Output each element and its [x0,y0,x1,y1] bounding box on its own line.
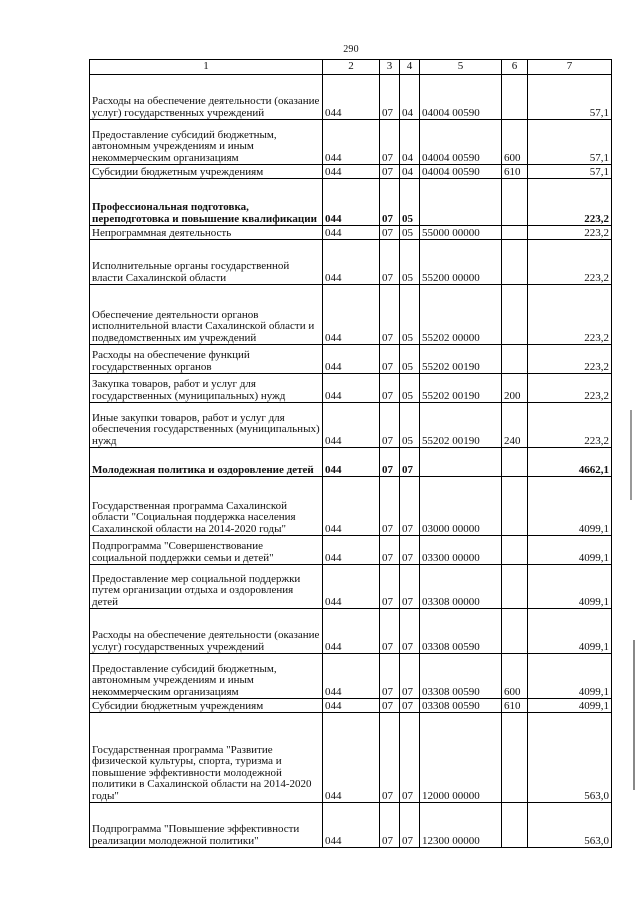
row-amount: 223,2 [528,226,612,240]
row-code-subsection: 07 [400,699,420,713]
row-code-expense-type [502,75,528,120]
row-code-target: 03308 00000 [420,565,502,609]
row-amount: 223,2 [528,403,612,448]
row-code-section: 07 [380,448,400,477]
column-header-6: 6 [502,60,528,75]
row-code-ministry: 044 [323,448,380,477]
row-code-target: 55000 00000 [420,226,502,240]
row-amount: 4099,1 [528,565,612,609]
row-code-subsection: 07 [400,565,420,609]
table-row [90,803,612,848]
table-row [90,654,612,699]
row-amount: 57,1 [528,165,612,179]
row-code-ministry: 044 [323,536,380,565]
row-name: Государственная программа "Развитие физической культуры, спорта, туризма и повышение эффективности молодежной политики в Сахалинской области на 2014-2020 годы" [90,713,323,803]
column-header-2: 2 [323,60,380,75]
row-code-subsection: 07 [400,654,420,699]
row-code-target: 03000 00000 [420,477,502,536]
row-code-expense-type: 610 [502,699,528,713]
row-amount: 563,0 [528,803,612,848]
table-row [90,165,612,179]
row-code-section: 07 [380,345,400,374]
row-code-section: 07 [380,609,400,654]
table-row [90,699,612,713]
row-code-section: 07 [380,75,400,120]
row-name: Расходы на обеспечение деятельности (оказание услуг) государственных учреждений [90,609,323,654]
row-name: Непрограммная деятельность [90,226,323,240]
row-code-ministry: 044 [323,75,380,120]
row-code-ministry: 044 [323,374,380,403]
table-header-row [90,60,612,75]
row-code-target: 55202 00190 [420,403,502,448]
row-name: Иные закупки товаров, работ и услуг для обеспечения государственных (муниципальных) нужд [90,403,323,448]
table-row [90,713,612,803]
row-code-ministry: 044 [323,654,380,699]
row-name: Молодежная политика и оздоровление детей [90,448,323,477]
row-amount: 4662,1 [528,448,612,477]
row-amount: 563,0 [528,713,612,803]
row-amount: 4099,1 [528,609,612,654]
row-amount: 4099,1 [528,536,612,565]
row-code-subsection: 07 [400,713,420,803]
row-name: Профессиональная подготовка, переподготовка и повышение квалификации [90,179,323,226]
row-code-subsection: 05 [400,403,420,448]
row-code-ministry: 044 [323,120,380,165]
row-code-ministry: 044 [323,803,380,848]
row-name: Подпрограмма "Повышение эффективности реализации молодежной политики" [90,803,323,848]
table-row [90,240,612,285]
row-name: Предоставление субсидий бюджетным, автономным учреждениям и иным некоммерческим организациям [90,120,323,165]
row-code-section: 07 [380,565,400,609]
row-code-expense-type [502,240,528,285]
row-code-expense-type: 600 [502,654,528,699]
row-name: Субсидии бюджетным учреждениям [90,165,323,179]
row-code-subsection: 07 [400,448,420,477]
column-header-7: 7 [528,60,612,75]
row-amount: 223,2 [528,374,612,403]
table-row [90,477,612,536]
row-amount: 223,2 [528,345,612,374]
row-code-ministry: 044 [323,285,380,345]
row-code-subsection: 05 [400,345,420,374]
row-code-section: 07 [380,120,400,165]
row-name: Государственная программа Сахалинской области "Социальная поддержка населения Сахалинской области на 2014-2020 годы" [90,477,323,536]
row-code-section: 07 [380,477,400,536]
row-amount: 57,1 [528,120,612,165]
row-code-section: 07 [380,654,400,699]
row-code-subsection: 04 [400,120,420,165]
row-code-target: 04004 00590 [420,165,502,179]
row-name: Исполнительные органы государственной власти Сахалинской области [90,240,323,285]
row-name: Обеспечение деятельности органов исполнительной власти Сахалинской области и подведомственных им учреждений [90,285,323,345]
row-code-subsection: 07 [400,477,420,536]
column-header-5: 5 [420,60,502,75]
row-code-expense-type [502,713,528,803]
page-number: 290 [343,44,359,55]
row-name: Расходы на обеспечение деятельности (оказание услуг) государственных учреждений [90,75,323,120]
row-code-target [420,448,502,477]
row-code-expense-type [502,477,528,536]
row-code-subsection: 04 [400,75,420,120]
row-code-target: 12300 00000 [420,803,502,848]
row-amount: 57,1 [528,75,612,120]
row-name: Предоставление мер социальной поддержки путем организации отдыха и оздоровления детей [90,565,323,609]
row-code-expense-type [502,803,528,848]
row-amount: 4099,1 [528,699,612,713]
table-body [90,75,612,848]
row-code-subsection: 05 [400,285,420,345]
row-code-expense-type: 610 [502,165,528,179]
row-code-expense-type [502,345,528,374]
column-header-1: 1 [90,60,323,75]
row-name: Подпрограмма "Совершенствование социальной поддержки семьи и детей" [90,536,323,565]
scan-edge-mark [630,410,632,500]
row-code-target: 04004 00590 [420,75,502,120]
row-code-subsection: 07 [400,803,420,848]
row-code-ministry: 044 [323,403,380,448]
row-code-ministry: 044 [323,240,380,285]
row-amount: 223,2 [528,240,612,285]
row-code-ministry: 044 [323,609,380,654]
row-code-target: 03300 00000 [420,536,502,565]
row-code-expense-type [502,226,528,240]
row-code-target: 03308 00590 [420,654,502,699]
row-code-subsection: 07 [400,536,420,565]
column-header-4: 4 [400,60,420,75]
scan-edge-mark [633,640,635,790]
row-code-subsection: 04 [400,165,420,179]
row-code-ministry: 044 [323,477,380,536]
row-code-section: 07 [380,403,400,448]
row-code-ministry: 044 [323,226,380,240]
budget-table [89,59,612,848]
row-amount: 4099,1 [528,477,612,536]
row-code-target: 55202 00190 [420,374,502,403]
row-code-target: 55202 00000 [420,285,502,345]
row-code-target: 12000 00000 [420,713,502,803]
table-row [90,226,612,240]
row-code-section: 07 [380,285,400,345]
table-row [90,75,612,120]
row-code-section: 07 [380,240,400,285]
table-row [90,403,612,448]
row-code-expense-type [502,609,528,654]
row-name: Субсидии бюджетным учреждениям [90,699,323,713]
row-code-expense-type [502,536,528,565]
row-code-ministry: 044 [323,713,380,803]
row-code-target: 04004 00590 [420,120,502,165]
row-code-expense-type [502,285,528,345]
row-amount: 223,2 [528,285,612,345]
table-row [90,285,612,345]
row-code-expense-type: 240 [502,403,528,448]
row-code-subsection: 05 [400,179,420,226]
row-code-section: 07 [380,699,400,713]
row-code-subsection: 05 [400,374,420,403]
table-row [90,120,612,165]
row-code-section: 07 [380,374,400,403]
row-name: Предоставление субсидий бюджетным, автономным учреждениям и иным некоммерческим организациям [90,654,323,699]
row-code-subsection: 07 [400,609,420,654]
table-row [90,609,612,654]
row-code-section: 07 [380,803,400,848]
table-row [90,179,612,226]
row-code-target: 55200 00000 [420,240,502,285]
row-name: Расходы на обеспечение функций государственных органов [90,345,323,374]
row-code-ministry: 044 [323,345,380,374]
row-code-expense-type: 200 [502,374,528,403]
row-code-ministry: 044 [323,179,380,226]
row-code-expense-type [502,565,528,609]
row-code-target: 55202 00190 [420,345,502,374]
row-code-expense-type [502,179,528,226]
row-code-target [420,179,502,226]
row-code-ministry: 044 [323,565,380,609]
row-code-ministry: 044 [323,699,380,713]
row-code-ministry: 044 [323,165,380,179]
row-amount: 223,2 [528,179,612,226]
column-header-3: 3 [380,60,400,75]
table-row [90,374,612,403]
row-code-section: 07 [380,226,400,240]
row-code-section: 07 [380,179,400,226]
row-code-subsection: 05 [400,240,420,285]
row-code-subsection: 05 [400,226,420,240]
table-row [90,536,612,565]
table-row [90,565,612,609]
row-code-target: 03308 00590 [420,699,502,713]
table-row [90,448,612,477]
row-name: Закупка товаров, работ и услуг для государственных (муниципальных) нужд [90,374,323,403]
row-code-target: 03308 00590 [420,609,502,654]
row-code-section: 07 [380,713,400,803]
row-code-section: 07 [380,536,400,565]
row-code-section: 07 [380,165,400,179]
row-code-expense-type [502,448,528,477]
table-row [90,345,612,374]
row-code-expense-type: 600 [502,120,528,165]
row-amount: 4099,1 [528,654,612,699]
